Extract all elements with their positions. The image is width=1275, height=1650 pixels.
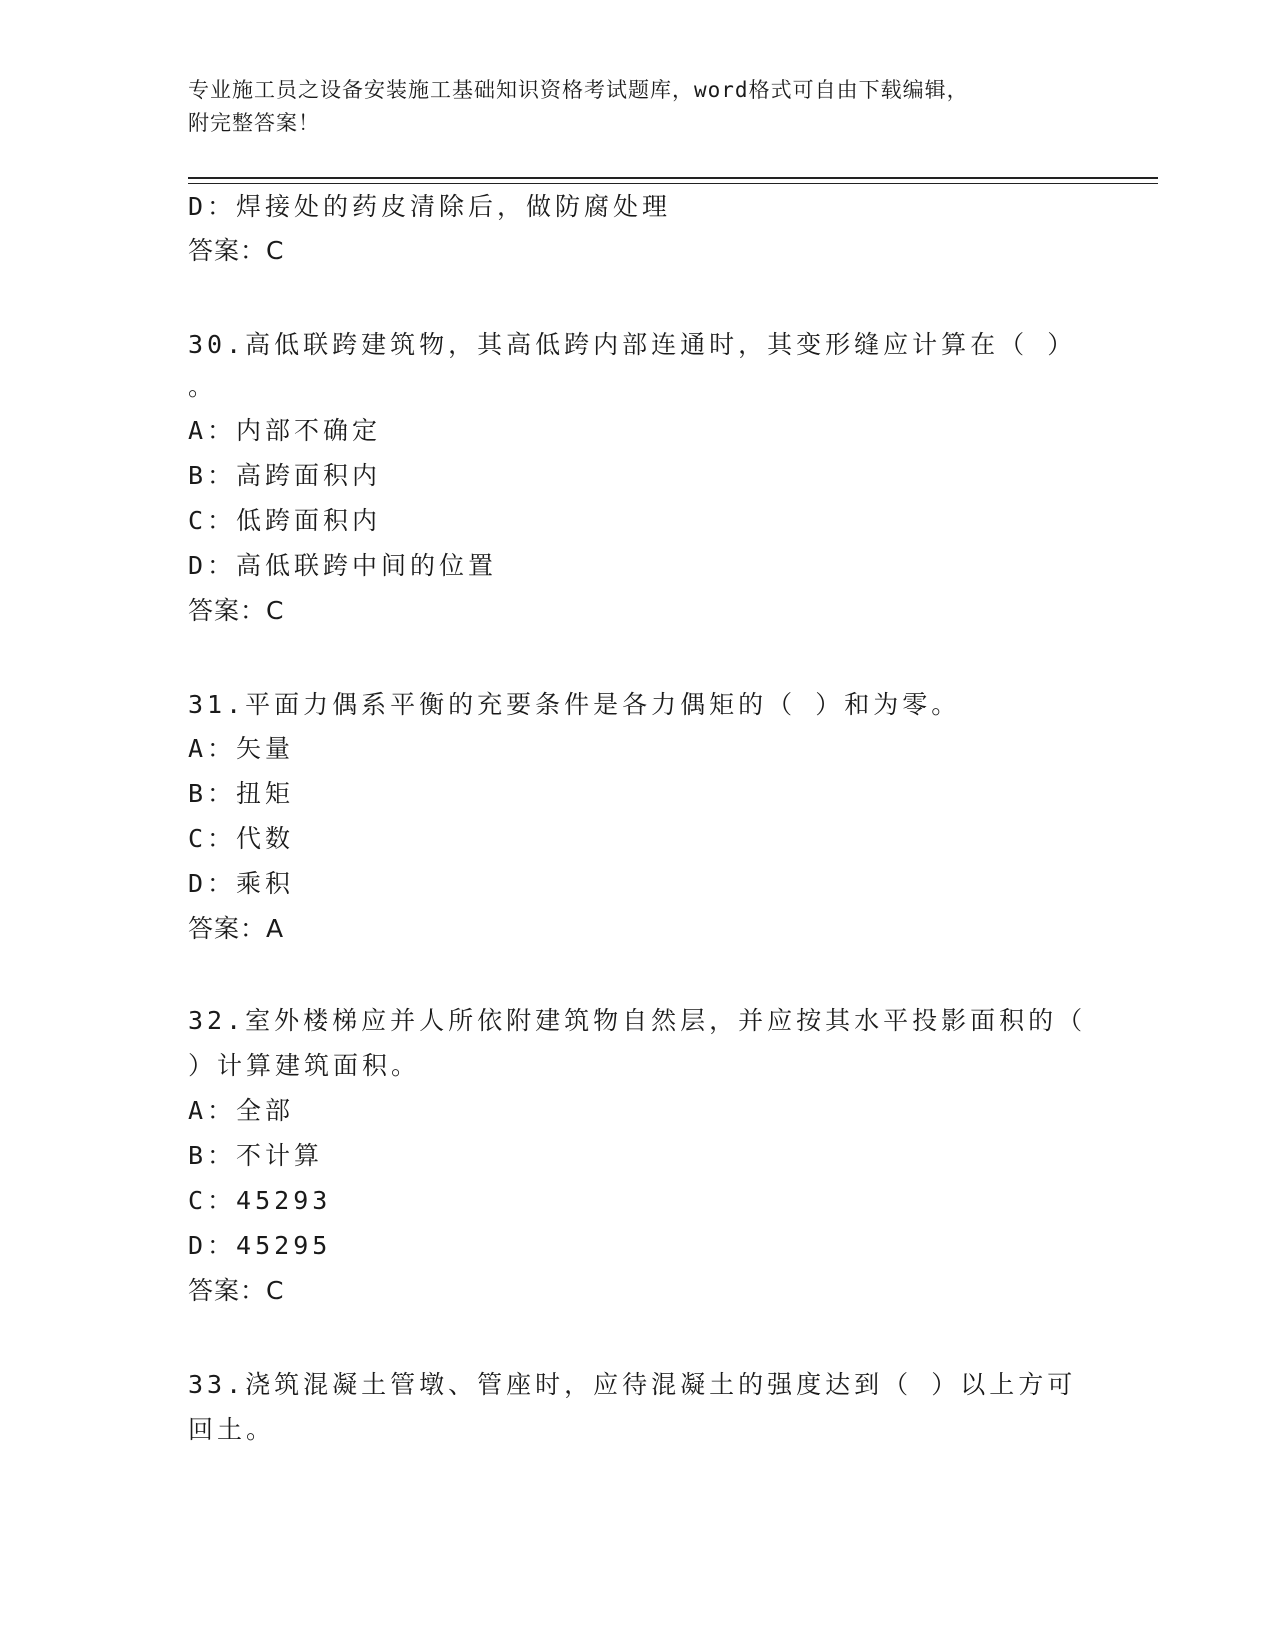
prev-question-option-d: D：焊接处的药皮清除后，做防腐处理 (188, 192, 672, 221)
q30-option-c: C：低跨面积内 (188, 506, 382, 535)
q30-option-a: A：内部不确定 (188, 416, 382, 445)
q32-answer: 答案：C (188, 1276, 285, 1305)
q30-option-b: B：高跨面积内 (188, 461, 382, 490)
prev-question-answer: 答案：C (188, 236, 285, 265)
header-divider-thick (188, 177, 1158, 179)
q30-option-d: D：高低联跨中间的位置 (188, 551, 498, 580)
q30-question-line1: 30.高低联跨建筑物，其高低跨内部连通时，其变形缝应计算在（ ） (188, 330, 1077, 359)
q31-option-b: B：扭矩 (188, 779, 295, 808)
document-header (188, 74, 1068, 140)
q31-option-c: C：代数 (188, 824, 295, 853)
q32-option-a: A：全部 (188, 1096, 295, 1125)
q30-question-line2: 。 (188, 372, 218, 401)
header-title-line1: 专业施工员之设备安装施工基础知识资格考试题库，word格式可自由下载编辑， (188, 78, 969, 102)
header-divider-thin (188, 183, 1158, 184)
q32-option-d: D：45295 (188, 1231, 332, 1260)
q33-question-line2: 回土。 (188, 1415, 276, 1444)
header-title-line2: 附完整答案！ (188, 111, 320, 135)
q32-option-b: B：不计算 (188, 1141, 324, 1170)
q31-option-d: D：乘积 (188, 869, 295, 898)
q31-option-a: A：矢量 (188, 734, 295, 763)
q33-question-line1: 33.浇筑混凝土管墩、管座时，应待混凝土的强度达到（ ）以上方可 (188, 1370, 1077, 1399)
q30-answer: 答案：C (188, 596, 285, 625)
q32-question-line1: 32.室外楼梯应并人所依附建筑物自然层，并应按其水平投影面积的（ (188, 1006, 1087, 1035)
q32-option-c: C：45293 (188, 1186, 332, 1215)
q31-answer: 答案：A (188, 914, 285, 943)
q32-question-line2: ）计算建筑面积。 (188, 1051, 421, 1080)
q31-question-line1: 31.平面力偶系平衡的充要条件是各力偶矩的（ ）和为零。 (188, 690, 961, 719)
